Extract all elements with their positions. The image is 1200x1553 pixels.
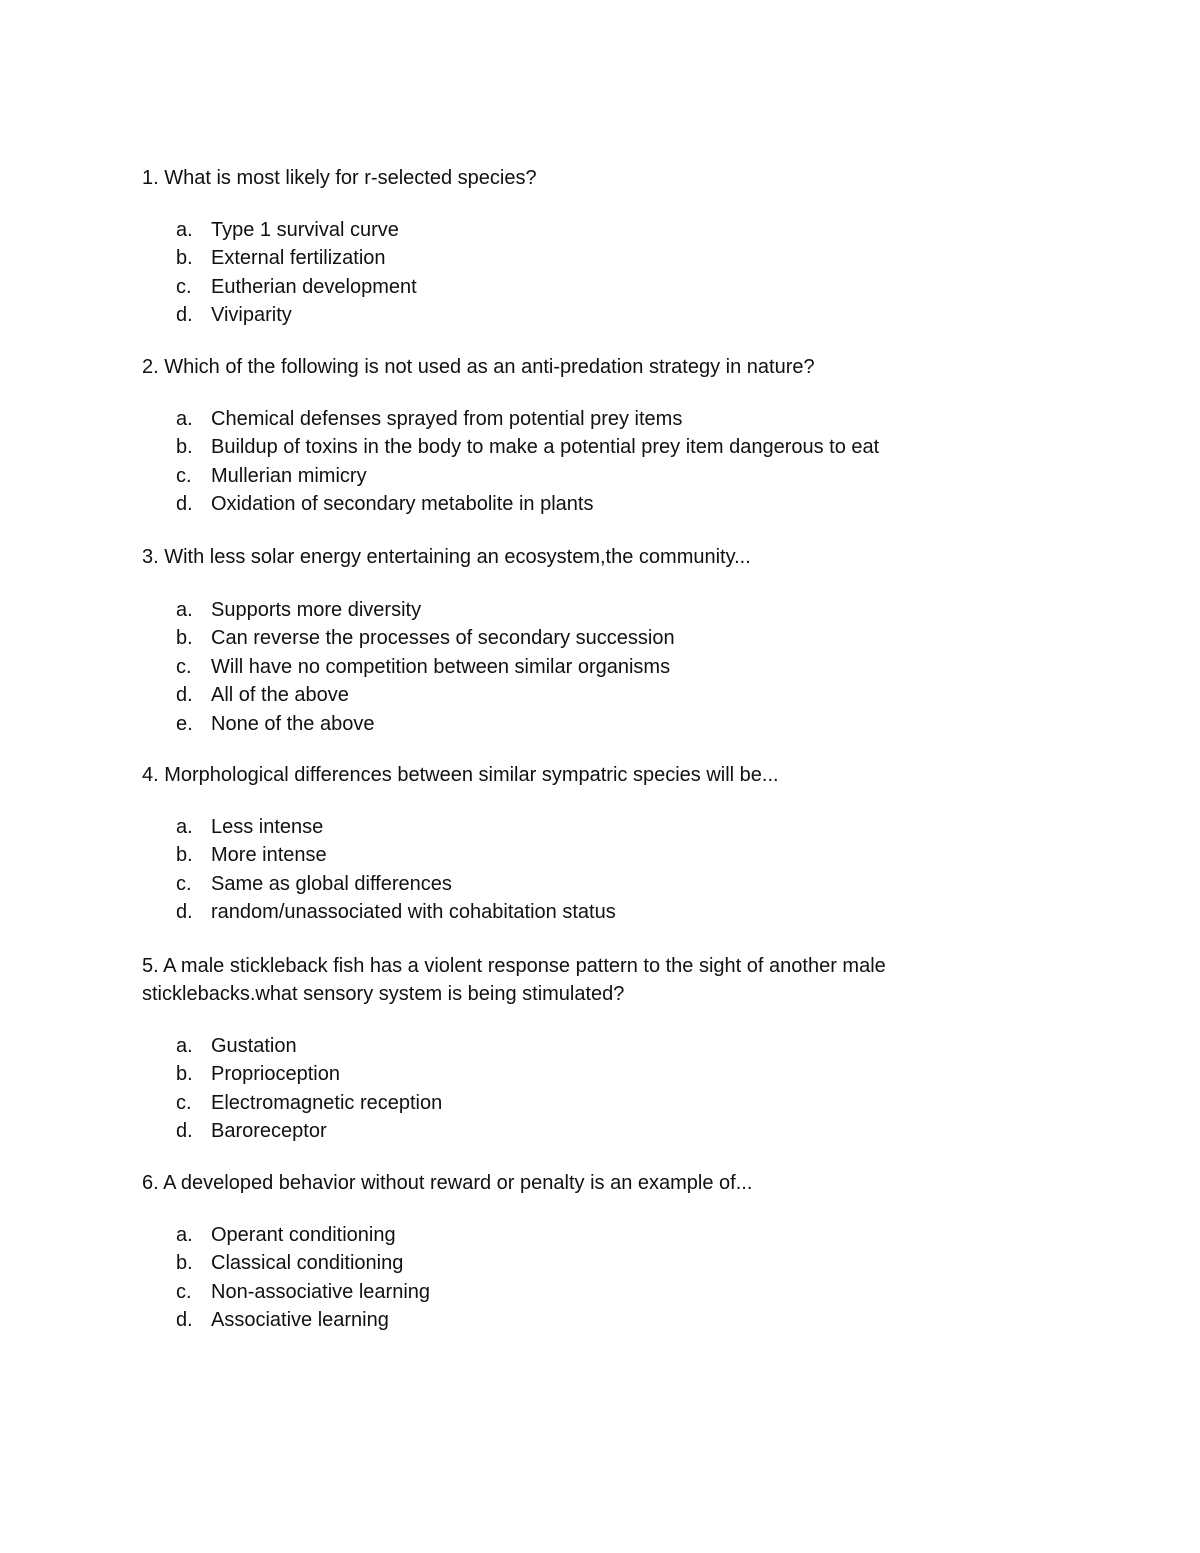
option-letter: b. bbox=[176, 1063, 193, 1086]
option-text: None of the above bbox=[211, 712, 375, 735]
option-letter: c. bbox=[176, 275, 192, 298]
option-item bbox=[176, 216, 417, 244]
option-item bbox=[176, 1089, 442, 1117]
option-letter: d. bbox=[176, 901, 193, 924]
question-5-text: 5. A male stickleback fish has a violent response pattern to the sight of another male sticklebacks.what sensory system is being stimulated? bbox=[142, 955, 886, 1005]
option-item bbox=[176, 624, 675, 652]
option-text: External fertilization bbox=[211, 247, 386, 270]
option-text: Supports more diversity bbox=[211, 599, 422, 621]
option-item bbox=[176, 813, 616, 841]
option-text: Type 1 survival curve bbox=[211, 219, 399, 241]
option-item bbox=[176, 1117, 442, 1145]
option-letter: a. bbox=[176, 1224, 193, 1246]
option-letter: b. bbox=[176, 844, 193, 867]
option-text: More intense bbox=[211, 844, 327, 867]
option-text: Eutherian development bbox=[211, 275, 417, 298]
question-5-options bbox=[176, 1032, 442, 1146]
question-4-options bbox=[176, 813, 616, 927]
question-1-text: 1. What is most likely for r-selected species? bbox=[142, 167, 537, 189]
question-1-options bbox=[176, 216, 417, 330]
option-letter: a. bbox=[176, 599, 193, 621]
option-item bbox=[176, 433, 879, 461]
option-text: Chemical defenses sprayed from potential prey items bbox=[211, 408, 683, 430]
option-text: Oxidation of secondary metabolite in plants bbox=[211, 493, 594, 516]
option-text: Non-associative learning bbox=[211, 1280, 431, 1303]
option-text: Gustation bbox=[211, 1035, 297, 1057]
option-text: Mullerian mimicry bbox=[211, 464, 367, 487]
option-letter: b. bbox=[176, 247, 193, 270]
option-text: Same as global differences bbox=[211, 872, 452, 895]
option-text: Electromagnetic reception bbox=[211, 1091, 443, 1114]
option-letter: a. bbox=[176, 1035, 193, 1057]
option-text: Proprioception bbox=[211, 1063, 340, 1086]
option-text: random/unassociated with cohabitation status bbox=[211, 901, 616, 924]
question-2-options bbox=[176, 405, 879, 519]
option-text: Associative learning bbox=[211, 1309, 389, 1332]
option-letter: b. bbox=[176, 1252, 193, 1275]
option-letter: d. bbox=[176, 1309, 193, 1332]
question-3-text: 3. With less solar energy entertaining an ecosystem,the community... bbox=[142, 546, 751, 568]
option-letter: e. bbox=[176, 712, 193, 735]
option-letter: d. bbox=[176, 1120, 193, 1143]
option-item bbox=[176, 490, 879, 518]
option-item bbox=[176, 462, 879, 490]
option-text: Less intense bbox=[211, 816, 324, 838]
option-letter: a. bbox=[176, 816, 193, 838]
option-item bbox=[176, 1306, 430, 1334]
option-item bbox=[176, 898, 616, 926]
option-text: Viviparity bbox=[211, 304, 292, 327]
option-item bbox=[176, 244, 417, 272]
option-item bbox=[176, 1221, 430, 1249]
option-letter: c. bbox=[176, 655, 192, 678]
option-letter: d. bbox=[176, 304, 193, 327]
option-item bbox=[176, 1278, 430, 1306]
option-item bbox=[176, 710, 675, 738]
option-item bbox=[176, 841, 616, 869]
option-item bbox=[176, 681, 675, 709]
option-item bbox=[176, 273, 417, 301]
option-letter: b. bbox=[176, 436, 193, 459]
question-3-options bbox=[176, 596, 675, 738]
option-item bbox=[176, 301, 417, 329]
option-letter: c. bbox=[176, 1280, 192, 1303]
option-letter: d. bbox=[176, 684, 193, 707]
question-6-options bbox=[176, 1221, 430, 1335]
question-6-text: 6. A developed behavior without reward or penalty is an example of... bbox=[142, 1172, 753, 1194]
option-letter: c. bbox=[176, 872, 192, 895]
question-2-text: 2. Which of the following is not used as an anti-predation strategy in nature? bbox=[142, 356, 815, 378]
option-text: Classical conditioning bbox=[211, 1252, 404, 1275]
option-text: Baroreceptor bbox=[211, 1120, 327, 1143]
option-text: All of the above bbox=[211, 684, 349, 707]
option-item bbox=[176, 1060, 442, 1088]
option-item bbox=[176, 405, 879, 433]
option-letter: c. bbox=[176, 1091, 192, 1114]
option-item bbox=[176, 1032, 442, 1060]
option-item bbox=[176, 653, 675, 681]
option-item bbox=[176, 870, 616, 898]
option-letter: c. bbox=[176, 464, 192, 487]
question-4-text: 4. Morphological differences between similar sympatric species will be... bbox=[142, 764, 779, 786]
option-text: Buildup of toxins in the body to make a potential prey item dangerous to eat bbox=[211, 436, 880, 459]
option-letter: b. bbox=[176, 627, 193, 650]
option-letter: a. bbox=[176, 219, 193, 241]
option-text: Will have no competition between similar organisms bbox=[211, 655, 671, 678]
option-letter: a. bbox=[176, 408, 193, 430]
option-text: Operant conditioning bbox=[211, 1224, 396, 1246]
option-letter: d. bbox=[176, 493, 193, 516]
option-text: Can reverse the processes of secondary succession bbox=[211, 627, 675, 650]
option-item bbox=[176, 596, 675, 624]
option-item bbox=[176, 1249, 430, 1277]
